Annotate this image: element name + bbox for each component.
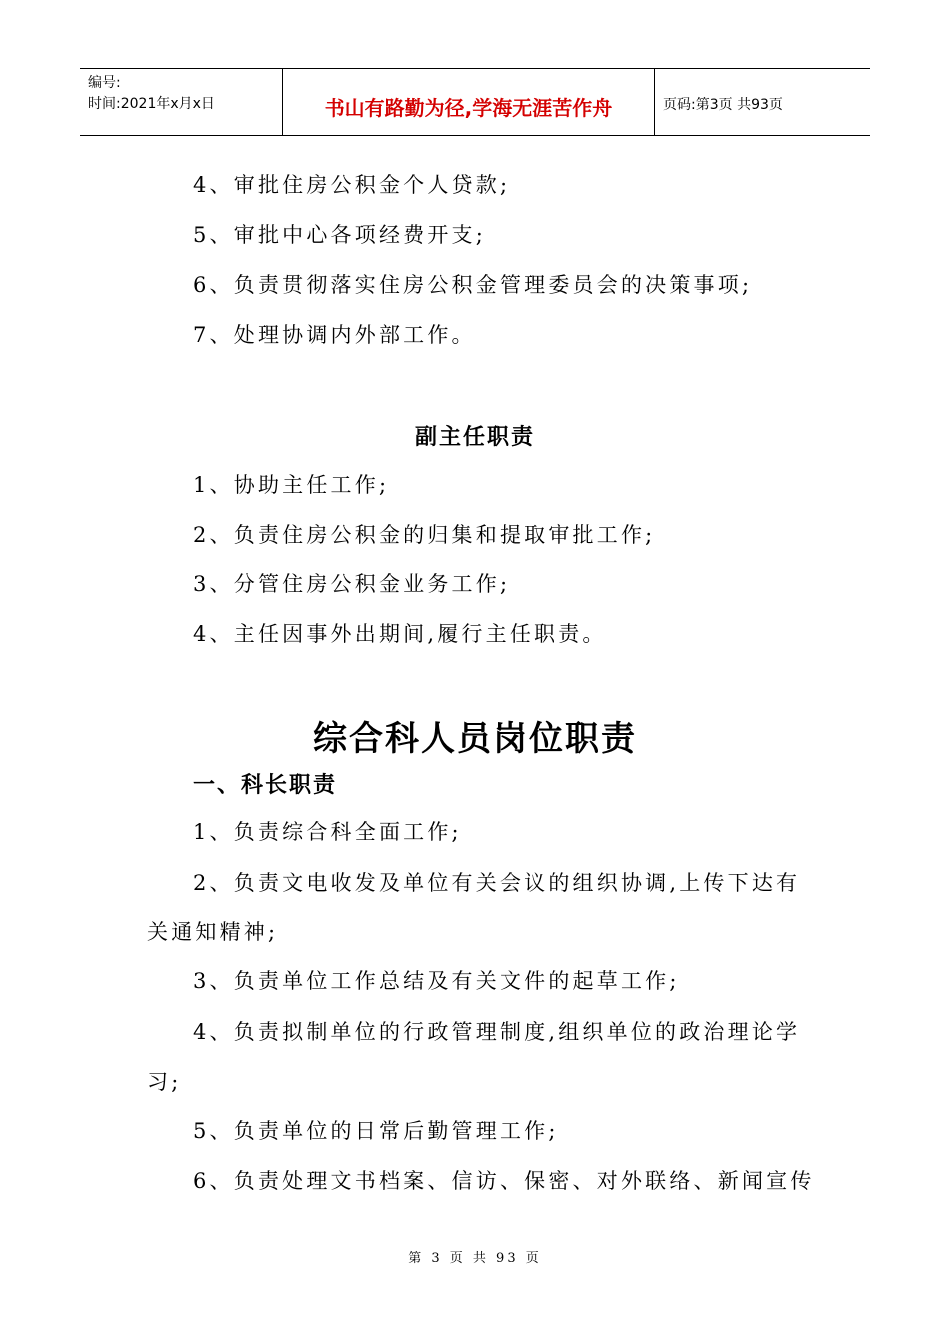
- general-section-title: 综合科人员岗位职责: [313, 719, 637, 759]
- header-page-cell: [655, 69, 870, 135]
- page-header-table: [80, 68, 870, 136]
- duty-item: 4、负责拟制单位的行政管理制度,组织单位的政治理论学: [193, 1020, 801, 1044]
- section-chief-heading: 一、科长职责: [193, 773, 338, 798]
- document-time-label: 时间:2021年x月x日: [88, 96, 215, 112]
- header-page-number: 页码:第3页 共93页: [663, 97, 783, 113]
- page-footer: 第 3 页 共 93 页: [408, 1251, 542, 1266]
- duty-item: 4、审批住房公积金个人贷款;: [193, 173, 511, 197]
- duty-item: 2、负责文电收发及单位有关会议的组织协调,上传下达有: [193, 871, 801, 895]
- document-number-label: 编号:: [88, 75, 121, 91]
- deputy-director-heading: 副主任职责: [414, 425, 535, 450]
- duty-item-continuation: 关通知精神;: [147, 920, 279, 944]
- header-motto: 书山有路勤为径,学海无涯苦作舟: [324, 96, 613, 120]
- duty-item: 5、审批中心各项经费开支;: [193, 223, 487, 247]
- duty-item: 1、协助主任工作;: [193, 473, 390, 497]
- duty-item: 6、负责贯彻落实住房公积金管理委员会的决策事项;: [193, 273, 753, 297]
- duty-item: 2、负责住房公积金的归集和提取审批工作;: [193, 523, 656, 547]
- duty-item: 7、处理协调内外部工作。: [193, 323, 476, 347]
- duty-item-continuation: 习;: [147, 1070, 182, 1094]
- duty-item: 5、负责单位的日常后勤管理工作;: [193, 1119, 559, 1143]
- header-motto-cell: [283, 69, 655, 135]
- duty-item: 3、分管住房公积金业务工作;: [193, 572, 511, 596]
- header-info-cell: [80, 69, 283, 135]
- duty-item: 6、负责处理文书档案、信访、保密、对外联络、新闻宣传: [193, 1169, 815, 1193]
- duty-item: 3、负责单位工作总结及有关文件的起草工作;: [193, 969, 680, 993]
- duty-item: 1、负责综合科全面工作;: [193, 820, 462, 844]
- duty-item: 4、主任因事外出期间,履行主任职责。: [193, 622, 607, 646]
